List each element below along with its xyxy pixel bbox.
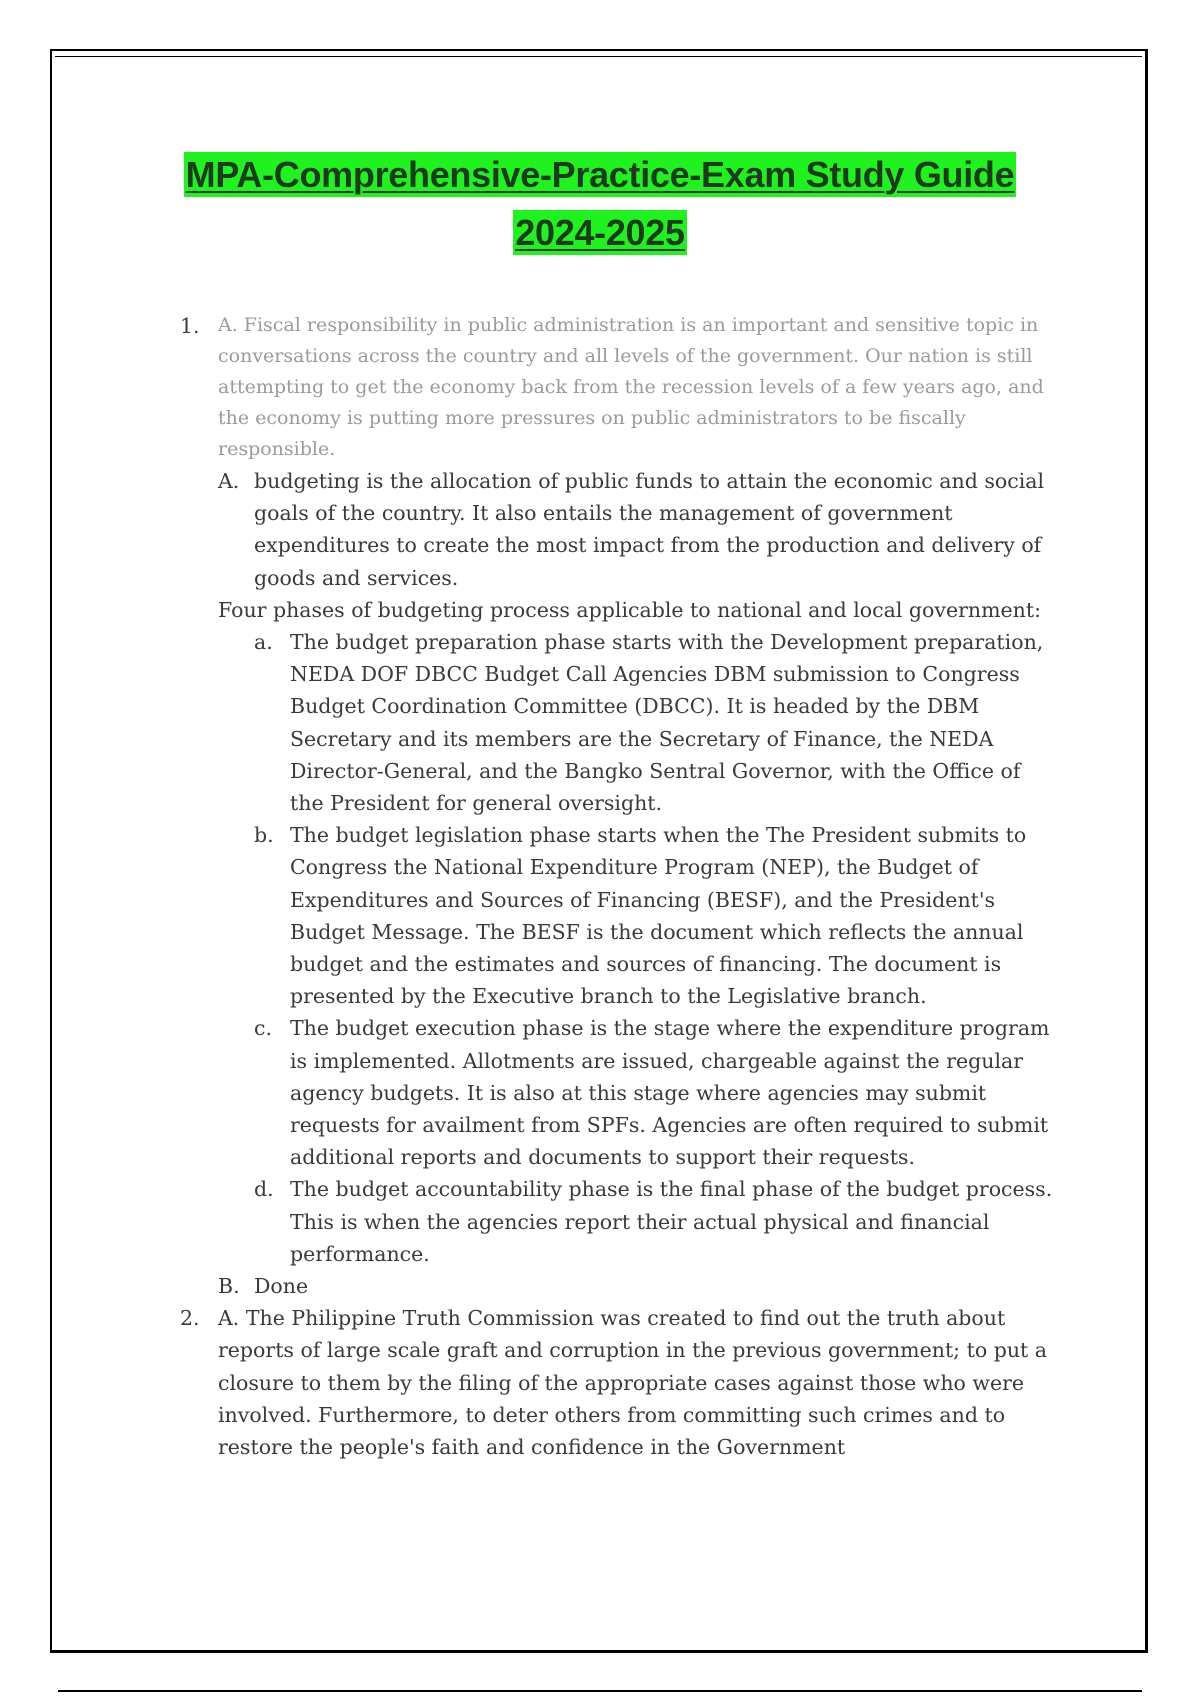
phase-item: [180, 1012, 1060, 1173]
phase-label: b.: [254, 823, 274, 848]
document-body: [180, 310, 1060, 1463]
phase-text: The budget accountability phase is the final phase of the budget process. This is when the agencies report their actual physical and financial performance.: [290, 1177, 1053, 1266]
prompt-text: Fiscal responsibility in public administration is an important and sensitive topic in conversations across the country and all levels of the government. Our nation is still attempting to get the economy back from the recession levels of a few years ago, and the economy is putting more pressures on public administrators to be fiscally responsible.: [218, 314, 1044, 460]
phase-text: The budget legislation phase starts when the The President submits to Congress the National Expenditure Program (NEP), the Budget of Expenditures and Sources of Financing (BESF), and the President's Budget Message. The BESF is the document which reflects the annual budget and the estimates and sources of financing. The document is presented by the Executive branch to the Legislative branch.: [290, 823, 1027, 1009]
phase-item: [180, 626, 1060, 819]
question-1-prompt: [180, 310, 1060, 465]
answer-b-label: B.: [218, 1274, 240, 1299]
question-number: 2.: [180, 1306, 200, 1331]
prompt-label: A.: [218, 314, 238, 336]
question-number: 1.: [180, 314, 200, 338]
question-2-text: A. The Philippine Truth Commission was created to find out the truth about reports of large scale graft and corruption in the previous government; to put a closure to them by the filing of the appropriate cases against those who were involved. Furthermore, to deter others from committing such crimes and to restore the people's faith and confidence in the Government: [218, 1306, 1047, 1460]
answer-b-text: Done: [254, 1274, 309, 1299]
title-line-2: 2024-2025: [515, 212, 685, 253]
phases-intro: Four phases of budgeting process applicable to national and local government:: [218, 597, 1042, 622]
phase-label: c.: [254, 1016, 272, 1041]
answer-a-text: budgeting is the allocation of public funds to attain the economic and social goals of the country. It also entails the management of government expenditures to create the most impact from the production and delivery of goods and services.: [254, 469, 1045, 590]
phase-item: [180, 819, 1060, 1012]
page-border-top-rule: [55, 56, 1142, 57]
phase-text: The budget execution phase is the stage where the expenditure program is implemented. Allotments are issued, chargeable against the regular agency budgets. It is also at this stage where agencies may submit requests for availment from SPFs. Agencies are often required to submit additional reports and documents to support their requests.: [290, 1016, 1050, 1170]
answer-a-label: A.: [218, 469, 240, 493]
phase-label: a.: [254, 630, 273, 655]
answer-a: [180, 465, 1060, 594]
phase-item: [180, 1173, 1060, 1270]
phase-label: d.: [254, 1177, 274, 1202]
question-1: [180, 310, 1060, 1302]
footer-rule: [58, 1690, 1142, 1692]
phase-text: The budget preparation phase starts with the Development preparation, NEDA DOF DBCC Budget Call Agencies DBM submission to Congress Budget Coordination Committee (DBCC). It is headed by the DBM Secretary and its members are the Secretary of Finance, the NEDA Director-General, and the Bangko Sentral Governor, with the Office of the President for general oversight.: [290, 630, 1044, 816]
question-2: [180, 1302, 1060, 1463]
document-title: [100, 146, 1100, 262]
title-line-1: MPA-Comprehensive-Practice-Exam Study Guide: [185, 154, 1015, 195]
answer-b: [180, 1270, 1060, 1302]
